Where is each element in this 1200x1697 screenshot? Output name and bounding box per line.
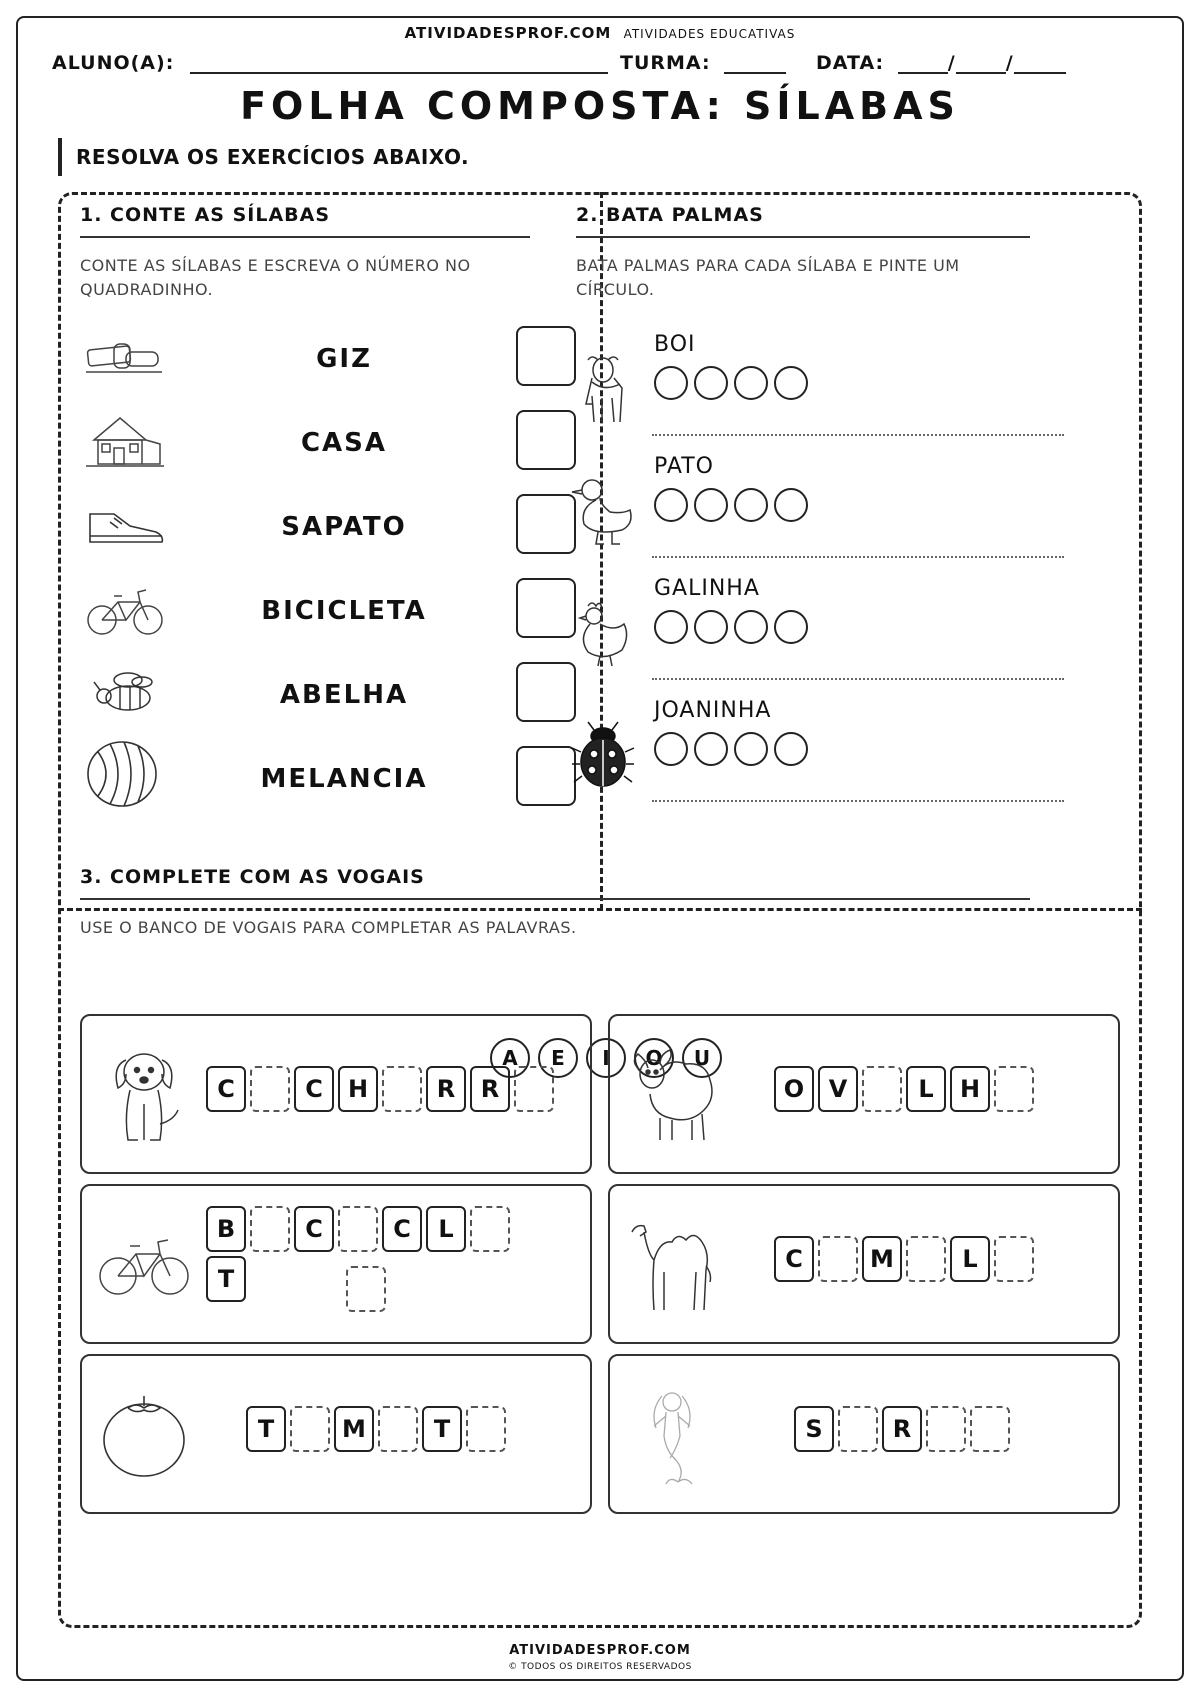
vowel-e: E bbox=[538, 1038, 578, 1078]
footer bbox=[0, 1642, 1200, 1676]
count-answer-box[interactable] bbox=[516, 578, 576, 638]
clap-word: GALINHA bbox=[654, 576, 760, 601]
letter-slots bbox=[246, 1406, 546, 1452]
instruction: RESOLVA OS EXERCÍCIOS ABAIXO. bbox=[58, 138, 469, 176]
camel-icon bbox=[626, 1210, 718, 1322]
page-title: FOLHA COMPOSTA: SÍLABAS bbox=[240, 84, 960, 128]
letter-slot: H bbox=[338, 1066, 378, 1112]
letter-slot: B bbox=[206, 1206, 246, 1252]
clap-word: JOANINHA bbox=[654, 698, 772, 723]
letter-slot: C bbox=[294, 1066, 334, 1112]
vowel-blank[interactable] bbox=[514, 1066, 554, 1112]
section2-title: 2. BATA PALMAS bbox=[576, 204, 1030, 238]
data-label: DATA: bbox=[816, 52, 885, 74]
section3-title: 3. COMPLETE COM AS VOGAIS bbox=[80, 866, 1030, 900]
syllable-circle[interactable] bbox=[694, 610, 728, 644]
clap-item-boi bbox=[570, 332, 1064, 442]
count-row-bicicleta bbox=[84, 578, 576, 642]
horizontal-divider bbox=[58, 908, 1142, 911]
count-row-giz bbox=[84, 326, 576, 390]
letter-slot: V bbox=[818, 1066, 858, 1112]
letter-slot: R bbox=[470, 1066, 510, 1112]
letter-slot: T bbox=[246, 1406, 286, 1452]
clap-word: PATO bbox=[654, 454, 714, 479]
vowel-blank[interactable] bbox=[250, 1206, 290, 1252]
letter-slot: L bbox=[426, 1206, 466, 1252]
date-day-line[interactable] bbox=[898, 56, 948, 74]
syllable-circles bbox=[654, 366, 808, 400]
aluno-label: ALUNO(A): bbox=[52, 52, 175, 74]
letter-slot: M bbox=[862, 1236, 902, 1282]
bicycle-icon bbox=[98, 1210, 190, 1322]
vowel-blank[interactable] bbox=[994, 1236, 1034, 1282]
clap-item-joaninha bbox=[570, 698, 1064, 808]
date-separator: / bbox=[947, 52, 956, 74]
count-answer-box[interactable] bbox=[516, 326, 576, 386]
vowel-blank[interactable] bbox=[250, 1066, 290, 1112]
letter-slot: T bbox=[422, 1406, 462, 1452]
site-subtitle: ATIVIDADES EDUCATIVAS bbox=[623, 27, 796, 41]
vowel-blank[interactable] bbox=[818, 1236, 858, 1282]
syllable-circles bbox=[654, 488, 808, 522]
count-row-casa bbox=[84, 410, 576, 474]
vowel-blank[interactable] bbox=[290, 1406, 330, 1452]
vowel-blank[interactable] bbox=[994, 1066, 1034, 1112]
vowel-blank[interactable] bbox=[346, 1266, 386, 1312]
syllable-circle[interactable] bbox=[654, 732, 688, 766]
letter-slot: S bbox=[794, 1406, 834, 1452]
vowel-card-cachorro bbox=[80, 1014, 592, 1174]
syllable-circle[interactable] bbox=[774, 488, 808, 522]
site-name: ATIVIDADESPROF.COM bbox=[404, 24, 612, 42]
watermelon-icon bbox=[84, 740, 168, 808]
count-word: ABELHA bbox=[279, 680, 409, 710]
dotted-line bbox=[652, 556, 1064, 558]
syllable-circle[interactable] bbox=[774, 366, 808, 400]
vowel-card-sereia bbox=[608, 1354, 1120, 1514]
footer-rights: © TODOS OS DIREITOS RESERVADOS bbox=[508, 1662, 692, 1672]
date-field[interactable] bbox=[816, 52, 1066, 74]
vowel-blank[interactable] bbox=[382, 1066, 422, 1112]
letter-slot: C bbox=[382, 1206, 422, 1252]
clap-item-pato bbox=[570, 454, 1064, 564]
letter-slots bbox=[774, 1066, 1074, 1112]
vowel-blank[interactable] bbox=[838, 1406, 878, 1452]
mermaid-icon bbox=[626, 1380, 718, 1492]
hen-icon bbox=[570, 596, 636, 672]
section3-desc: USE O BANCO DE VOGAIS PARA COMPLETAR AS PALAVRAS. bbox=[80, 918, 577, 937]
clap-item-galinha bbox=[570, 576, 1064, 686]
letter-slot: R bbox=[426, 1066, 466, 1112]
count-word: BICICLETA bbox=[261, 596, 427, 626]
section2-desc: BATA PALMAS PARA CADA SÍLABA E PINTE UM CÍRCULO. bbox=[576, 256, 960, 299]
vowel-u: U bbox=[682, 1038, 722, 1078]
count-word: SAPATO bbox=[281, 512, 407, 542]
count-word: MELANCIA bbox=[260, 764, 428, 794]
house-icon bbox=[84, 414, 168, 470]
turma-label: TURMA: bbox=[620, 52, 711, 74]
syllable-circles bbox=[654, 610, 808, 644]
syllable-circle[interactable] bbox=[774, 732, 808, 766]
letter-slots-row2 bbox=[346, 1266, 386, 1312]
syllable-circles bbox=[654, 732, 808, 766]
aluno-line[interactable] bbox=[190, 56, 608, 74]
vowel-o: O bbox=[634, 1038, 674, 1078]
dotted-line bbox=[652, 678, 1064, 680]
letter-slot: C bbox=[774, 1236, 814, 1282]
vowel-blank[interactable] bbox=[906, 1236, 946, 1282]
letter-slot: O bbox=[774, 1066, 814, 1112]
syllable-circle[interactable] bbox=[694, 366, 728, 400]
vowel-blank[interactable] bbox=[466, 1406, 506, 1452]
count-row-melancia bbox=[84, 746, 576, 810]
vowel-card-ovelha bbox=[608, 1014, 1120, 1174]
letter-slot: H bbox=[950, 1066, 990, 1112]
letter-slot: R bbox=[882, 1406, 922, 1452]
vowel-card-tomate bbox=[80, 1354, 592, 1514]
ladybug-icon bbox=[570, 718, 636, 794]
sheep-icon bbox=[626, 1040, 718, 1152]
count-row-sapato bbox=[84, 494, 576, 558]
section1-title: 1. CONTE AS SÍLABAS bbox=[80, 204, 530, 238]
vowel-blank[interactable] bbox=[970, 1406, 1010, 1452]
vowel-card-bicicleta bbox=[80, 1184, 592, 1344]
bee-icon bbox=[84, 666, 168, 722]
syllable-circle[interactable] bbox=[734, 610, 768, 644]
syllable-circle[interactable] bbox=[694, 732, 728, 766]
turma-line[interactable] bbox=[724, 56, 786, 74]
shoe-icon bbox=[84, 498, 168, 554]
site-header bbox=[0, 24, 1200, 42]
date-year-line[interactable] bbox=[1014, 56, 1066, 74]
letter-slot: T bbox=[206, 1256, 246, 1302]
count-word: GIZ bbox=[316, 344, 372, 374]
tomato-icon bbox=[98, 1380, 190, 1492]
date-separator: / bbox=[1005, 52, 1014, 74]
syllable-circle[interactable] bbox=[654, 610, 688, 644]
count-answer-box[interactable] bbox=[516, 662, 576, 722]
count-word: CASA bbox=[300, 428, 388, 458]
syllable-circle[interactable] bbox=[774, 610, 808, 644]
syllable-circle[interactable] bbox=[734, 366, 768, 400]
letter-slot: C bbox=[294, 1206, 334, 1252]
vowel-card-camelo bbox=[608, 1184, 1120, 1344]
vowel-blank[interactable] bbox=[338, 1206, 378, 1252]
syllable-circle[interactable] bbox=[654, 488, 688, 522]
syllable-circle[interactable] bbox=[734, 732, 768, 766]
clap-word: BOI bbox=[654, 332, 696, 357]
class-field[interactable] bbox=[620, 52, 786, 74]
letter-slot: M bbox=[334, 1406, 374, 1452]
count-answer-box[interactable] bbox=[516, 494, 576, 554]
duck-icon bbox=[570, 474, 636, 550]
student-name-field[interactable] bbox=[52, 52, 608, 74]
letter-slot: C bbox=[206, 1066, 246, 1112]
letter-slots bbox=[794, 1406, 1054, 1452]
syllable-circle[interactable] bbox=[694, 488, 728, 522]
count-answer-box[interactable] bbox=[516, 746, 576, 806]
dotted-line bbox=[652, 434, 1064, 436]
count-row-abelha bbox=[84, 662, 576, 726]
letter-slot: L bbox=[906, 1066, 946, 1112]
syllable-circle[interactable] bbox=[734, 488, 768, 522]
chalk-icon bbox=[84, 330, 168, 386]
bicycle-icon bbox=[84, 582, 168, 638]
footer-site: ATIVIDADESPROF.COM bbox=[509, 1643, 691, 1658]
section1-desc: CONTE AS SÍLABAS E ESCREVA O NÚMERO NO QUADRADINHO. bbox=[80, 256, 471, 299]
vowel-i: I bbox=[586, 1038, 626, 1078]
vowel-blank[interactable] bbox=[470, 1206, 510, 1252]
vowel-a: A bbox=[490, 1038, 530, 1078]
vowel-blank[interactable] bbox=[862, 1066, 902, 1112]
letter-slots bbox=[206, 1066, 586, 1112]
letter-slot: L bbox=[950, 1236, 990, 1282]
vowel-blank[interactable] bbox=[378, 1406, 418, 1452]
dotted-line bbox=[652, 800, 1064, 802]
date-month-line[interactable] bbox=[956, 56, 1006, 74]
syllable-circle[interactable] bbox=[654, 366, 688, 400]
puppy-icon bbox=[98, 1040, 190, 1152]
count-answer-box[interactable] bbox=[516, 410, 576, 470]
letter-slots bbox=[774, 1236, 1074, 1282]
vowel-blank[interactable] bbox=[926, 1406, 966, 1452]
ox-icon bbox=[570, 352, 636, 428]
